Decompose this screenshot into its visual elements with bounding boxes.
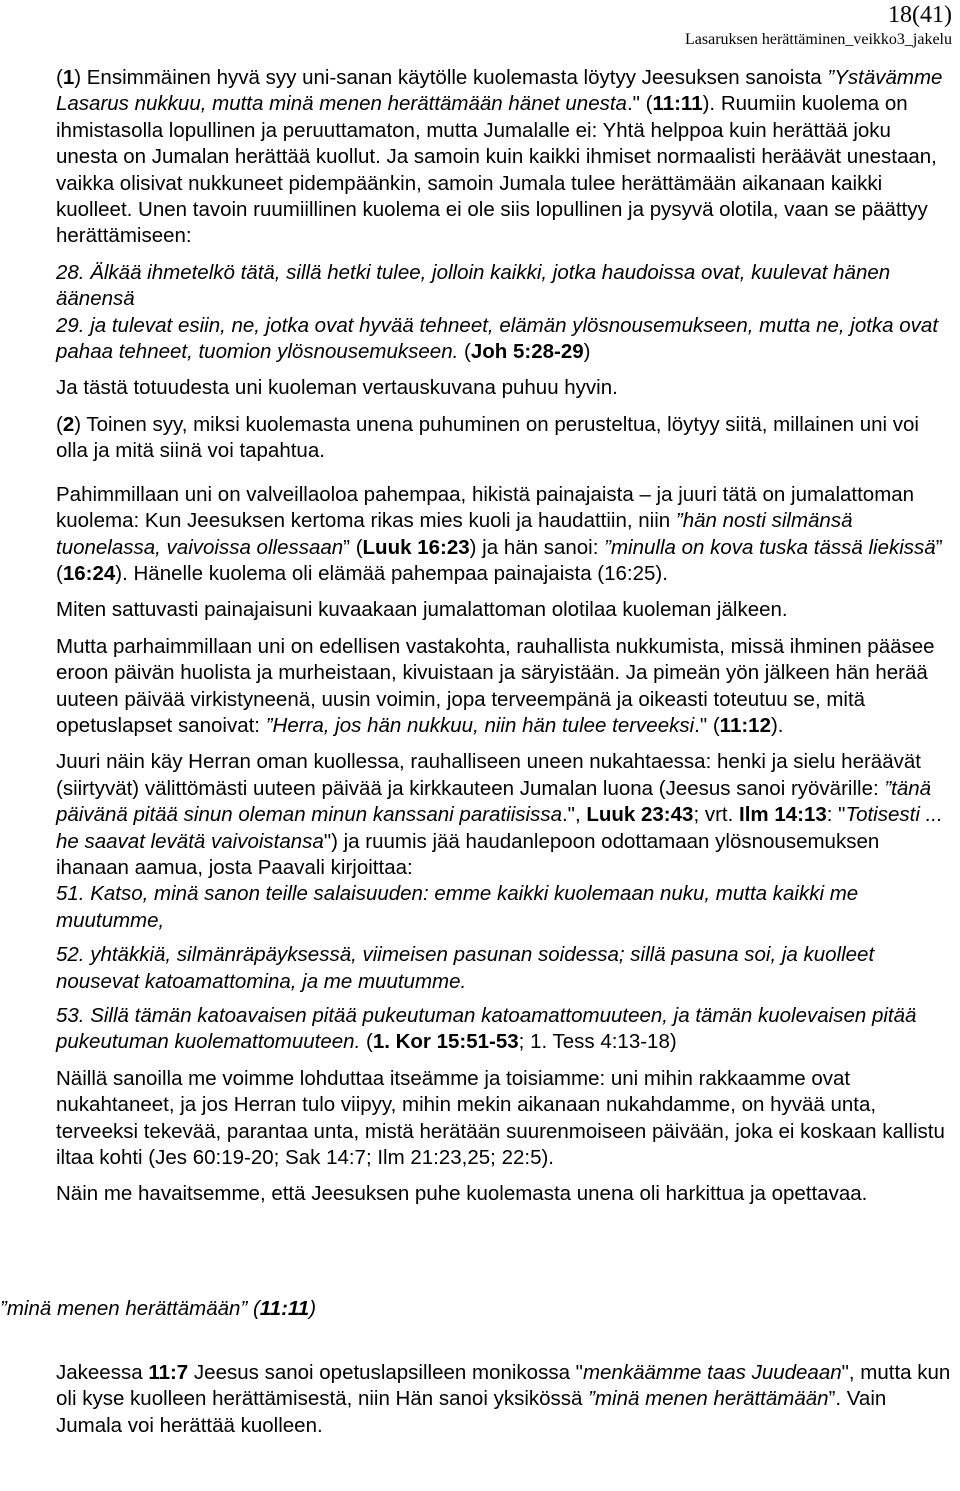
verse-reference: Luuk 16:23	[362, 535, 470, 559]
heading-quote: ”minä menen herättämään	[0, 1297, 241, 1320]
paragraph-first-reason	[56, 65, 952, 250]
quote: ”minulla on kova tuska tässä liekissä	[604, 535, 936, 559]
paragraph-second-reason	[56, 412, 952, 465]
text-run: ; 1. Tess 4:13-18)	[518, 1030, 677, 1054]
text-run: ) ja hän sanoi:	[469, 535, 605, 559]
text-run: ).	[770, 713, 784, 737]
verse-29	[56, 313, 952, 366]
text-run: ") ja ruumis jää haudanlepoon odottamaan ylösnousemuksen ihanaan aamua, josta Paavali kirjoittaa:	[56, 829, 880, 879]
text-run: ). Ruumiin kuolema on ihmistasolla lopullinen ja peruuttamaton, mutta Jumalalle ei: Yhtä helppoa kuin herättää joku unesta on Jumalan herättää kuollut. Ja samoin kuin kaikki ihmiset normaalisti heräävät unestaan, vaikka olisivat nukkuneet pidempäänkin, samoin Jumala tulee herättämään aikanaan kaikki kuolleet. Unen tavoin ruumiillinen kuolema ei ole siis lopullinen ja pysyvä olotila, vaan se päättyy herättämiseen:	[56, 92, 937, 248]
text-run: ." (	[626, 92, 653, 116]
text-run: ) Toinen syy, miksi kuolemasta unena puhuminen on perusteltua, löytyy siitä, millainen uni voi olla ja mitä siinä voi tapahtua.	[56, 412, 919, 463]
section-body	[56, 1360, 952, 1449]
main-text-column	[56, 65, 952, 1218]
text-run: ” (	[343, 535, 363, 559]
text-run: : "	[826, 803, 846, 827]
verse-reference: Joh 5:28-29	[470, 340, 584, 364]
verse-52: 52. yhtäkkiä, silmänräpäyksessä, viimeisen pasunan soidessa; sillä pasuna soi, ja kuolleet nousevat katoamattomina, ja me muutumme.	[56, 943, 875, 993]
verse-reference: 11:11	[259, 1297, 310, 1320]
quote: ”Herra, jos hän nukkuu, niin hän tulee terveeksi	[265, 713, 695, 737]
text-run: ) Ensimmäinen hyvä syy uni-sanan käytölle kuolemasta löytyy Jeesuksen sanoista	[74, 66, 828, 89]
verse-reference: Luuk 23:43	[586, 803, 694, 827]
text-run: ", mutta kun oli kyse kuolleen herättämisestä, niin Hän sanoi yksikössä	[56, 1361, 951, 1411]
text-run: Pahimmillaan uni on valveillaoloa pahempaa, hikistä painajaista – ja juuri tätä on jumalattoman kuolema: Kun Jeesuksen kertoma rikas mies kuoli ja haudattiin, niin	[56, 482, 915, 533]
paragraph-conclusion: Näin me havaitsemme, että Jeesuksen puhe kuolemasta unena oli harkittua ja opettavaa.	[56, 1182, 868, 1206]
verse-text: 29. ja tulevat esiin, ne, jotka ovat hyvää tehneet, elämän ylösnousemukseen, mutta ne, jotka ovat pahaa tehneet, tuomion ylösnousemukseen.	[56, 313, 939, 364]
quote: ”Ystävämme Lasarus nukkuu, mutta minä menen herättämään hänet unesta	[56, 66, 943, 116]
verse-reference: 16:24	[62, 561, 116, 585]
paragraph-singular	[56, 1360, 952, 1439]
verse-reference: Ilm 14:13	[739, 803, 827, 827]
text-run: ” (	[240, 1297, 260, 1320]
text-run: (	[360, 1030, 373, 1054]
quote: ”tänä päivänä pitää sinun oleman minun kanssani paratiisissa	[56, 776, 932, 827]
text-run: (	[56, 412, 63, 436]
text-run: (	[458, 340, 471, 364]
verse-reference: 1. Kor 15:51-53	[372, 1030, 519, 1054]
text-run: )	[583, 340, 591, 364]
quote: ”hän nosti silmänsä tuonelassa, vaivoissa ollessaan	[56, 509, 853, 559]
reason-number: 1	[62, 66, 75, 89]
text-run: Juuri näin käy Herran oman kuollessa, rauhalliseen uneen nukahtaessa: henki ja sielu heräävät (siirtyvät) välittömästi uuteen päivää ja kirkkauteen Jumalan luona (Jeesus sanoi ryövärille:	[56, 750, 921, 800]
paragraph-peaceful-sleep	[56, 634, 952, 740]
paragraph-nightmare	[56, 482, 952, 588]
paragraph-symbol: Ja tästä totuudesta uni kuoleman vertauskuvana puhuu hyvin.	[56, 376, 618, 400]
verse-text: 53. Sillä tämän katoavaisen pitää pukeutuman katoamattomuuteen, ja tämän kuolevaisen pitää pukeutuman kuolemattomuuteen.	[56, 1004, 917, 1054]
verse-53	[56, 1003, 952, 1056]
quote: menkäämme taas Juudeaan	[582, 1361, 842, 1384]
verse-28: 28. Älkää ihmetelkö tätä, sillä hetki tulee, jolloin kaikki, jotka haudoissa ovat, kuulevat hänen äänensä	[56, 260, 891, 311]
text-run: Jeesus sanoi opetuslapsilleen monikossa "	[188, 1361, 583, 1384]
paragraph-nightmare-summary: Miten sattuvasti painajaisuni kuvaakaan jumalattoman olotilaa kuoleman jälkeen.	[56, 598, 788, 622]
paragraph-lords-own	[56, 749, 952, 881]
verse-reference: 11:12	[719, 713, 771, 737]
verse-reference: 11:11	[652, 92, 703, 116]
text-run: ." (	[694, 713, 720, 737]
text-run: ; vrt.	[693, 803, 740, 827]
verse-51: 51. Katso, minä sanon teille salaisuuden: emme kaikki kuolemaan nuku, mutta kaikki me muutumme,	[56, 882, 859, 932]
text-run: ). Hänelle kuolema oli elämää pahempaa painajaista (16:25).	[115, 561, 668, 585]
section-heading	[0, 1296, 900, 1322]
text-run: (	[56, 66, 63, 89]
paragraph-comfort: Näillä sanoilla me voimme lohduttaa itseämme ja toisiamme: uni mihin rakkaamme ovat nukahtaneet, ja jos Herran tulo viipyy, mihin mekin aikanaan nukahdamme, on hyvää unta, terveeksi tekevää, parantaa unta, mistä herätään suurenmoiseen päivään, joka ei koskaan kallistu iltaa kohti (Jes 60:19-20; Sak 14:7; Ilm 21:23,25; 22:5).	[56, 1066, 945, 1170]
verse-reference: 11:7	[148, 1361, 189, 1384]
text-run: Jakeessa	[56, 1361, 149, 1384]
reason-number: 2	[62, 412, 75, 436]
text-run: .",	[561, 803, 587, 827]
document-title: Lasaruksen herättäminen_veikko3_jakelu	[684, 31, 952, 48]
text-run: ”. Vain Jumala voi herättää kuolleen.	[56, 1387, 887, 1437]
text-run: Mutta parhaimmillaan uni on edellisen vastakohta, rauhallista nukkumista, missä ihminen pääsee eroon päivän huolista ja murheistaan, kivuistaan ja säryistään. Ja pimeän yön jälkeen hän herää uuteen päivää virkistyneenä, uusin voimin, jopa terveempänä ja oikeasti toteutuu se, mitä opetuslapset sanoivat:	[56, 634, 935, 737]
text-run: ” (	[56, 535, 943, 585]
page-number: 18(41)	[888, 2, 952, 28]
quote: ”minä menen herättämään	[588, 1387, 829, 1411]
text-run: )	[309, 1297, 317, 1320]
quote: Totisesti ... he saavat levätä vaivoistansa	[56, 803, 943, 853]
